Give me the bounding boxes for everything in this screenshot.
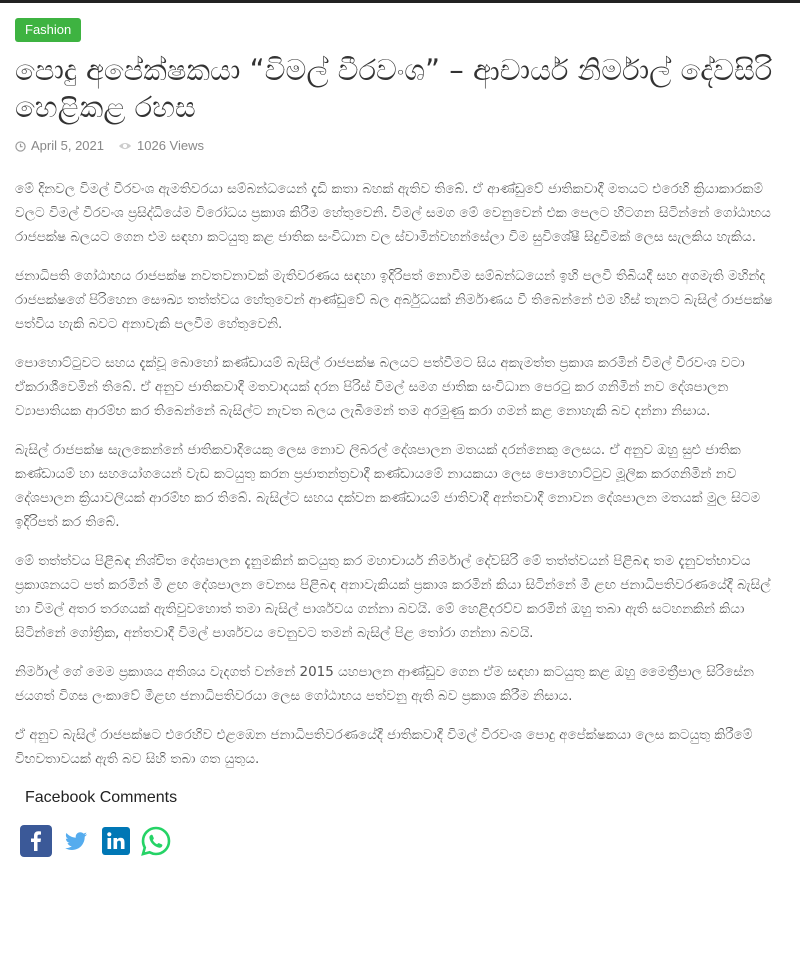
article-meta — [15, 137, 785, 155]
eye-icon — [118, 141, 132, 151]
paragraph: ජනාධිපති ගෝඨාභය රාජපක්ෂ නවතවනාවක් මැතිවරණය සඳහා ඉදිරිපත් නොවීම සම්බන්ධයෙන් ඉහි පලවී තිබියදී සහ අගමැති මහින්ද රාජපක්ෂගේ පිරිහෙන සෞඛ්‍ය තත්ත්වය හේතුවෙන් ආණ්ඩුවේ බල අර්බුධයක් නිර්මාණය වී තිබෙන්නේ එම හිස් තැනට බැසිල් රාජපක්ෂ පත්විය හැකි බවට අනාවැකි පලවීම හේතුවෙනි. — [15, 268, 773, 332]
paragraph: ඒ අනුව බැසිල් රාජපක්ෂට එරෙහිව එළඹෙන ජනාධිපතිවරණයේදී ජාතිකවාදී විමල් වීරවංශ පොදු අපේක්ෂකයා ලෙස කටයුතු කිරීමේ විභවතාවයක් ඇති බව සිහි තබා ගත යුතුය. — [15, 727, 753, 767]
whatsapp-share-button[interactable] — [140, 825, 172, 857]
paragraph: පොහොට්ටුවට සහය දැක්වූ බොහෝ කණ්ඩායම් බැසිල් රාජපක්ෂ බලයට පත්වීමට සිය අකැමත්ත ප්‍රකාශ කරමින් විමල් වීරවංශ වටා ඒකරාශීවෙමින් තිබේ. ඒ අනුව ජාතිකවාදී මතවාදයක් දරන පිරිස් විමල් සමග ජාතික සංවිධාන පෙරටු කර ගනිමින් නව දේශපාලන ව්‍යාපාතියක ආරම්භ කර තිබෙන්නේ බැසිල්ට නැවත බලය ලැබීමෙන් තම අරමුණු කරා ගමන් කළ නොහැකි බව දන්නා නිසාය. — [15, 355, 745, 419]
facebook-share-button[interactable] — [20, 825, 52, 857]
post-date[interactable] — [15, 137, 104, 155]
twitter-share-button[interactable] — [60, 825, 92, 857]
article-body — [15, 177, 785, 771]
paragraph: බැසිල් රාජපක්ෂ සැලකෙන්නේ ජාතිකවාදියෙකු ලෙස නොව ලිබරල් දේශපාලන මතයක් දරන්නෙකු ලෙසය. ඒ අනුව ඔහු සුළු ජාතික කණ්ඩායම් හා සහයෝගයෙන් වැඩ කටයුතු කරන ප්‍රජාතන්ත්‍රවාදී කණ්ඩායමේ නායකයා ලෙස පොහොට්ටුව මූලික කරගනිමින් නව දේශපාලන ක්‍රියාවලියක් ආරම්භ කර තිබේ. බැසිල්ට සහය දක්වන කණ්ඩායම් ජාතිවාදී අන්තවාදී නොවන දේශපාලන මතයක් මුල සිටම ඉදිරිපත් කර තිබේ. — [15, 442, 761, 530]
paragraph: මේ දිනවල විමල් වීරවංශ ඇමතිවරයා සම්බන්ධයෙන් දැඩි කතා බහක් ඇතිව තිබේ. ඒ ආණ්ඩුවේ ජාතිකවාදී මතයට එරෙහි ක්‍රියාකාරකම් වලට විමල් වීරවංශ ප්‍රසිද්ධියේම විරෝධය ප්‍රකාශ කිරීම හේතුවෙනි. විමල් සමග මේ වෙනුවෙන් එක පෙලට හිටගන සිටින්නේ ගෝඨාභය රාජපක්ෂ බලයට ගෙන එම සඳහා කටයුතු කළ ජාතික සංවිධාන වල ස්වාමින්වහන්සේලා විම සුවිශේෂී සිදුවීමක් ලෙස සැලකිය හැකිය. — [15, 181, 771, 245]
paragraph: මේ තත්ත්වය පිළිබඳ නිශ්චිත දේශපාලන දැනුමකින් කටයුතු කර මහාචාර්ය නිර්මාල් දේවසිරි මේ තත්ත්වයන් පිළිබඳ තම දැනුවත්භාවය ප්‍රකාශනයට පත් කරමින් මී ළඟ දේශපාලන වෙනස පිළිබඳ අනාවැකියක් ප්‍රකාශ කරමින් කියා සිටින්නේ මී ළඟ ජනාධිපතිවරණයේදී බැසිල් හා විමල් අතර තරගයක් ඇතිවුවහොත් තමා බැසිල් පාර්ශවය ගන්නා බවයි. මේ හෙළිදරව්ව කරමින් ඔහු තබා ඇති සටහනකින් කියා සිටින්නේ ගෝත්‍රික, අන්තවාදී විමල් පාර්ශවය වෙනුවට තමන් බැසිල් පිළ තෝරා ගන්නා බවයි. — [15, 553, 771, 641]
view-count-text: 1026 Views — [137, 138, 204, 153]
twitter-icon — [65, 832, 87, 850]
view-count — [118, 137, 204, 155]
category-badge[interactable]: Fashion — [15, 18, 81, 42]
linkedin-share-button[interactable] — [100, 825, 132, 857]
facebook-comments-heading: Facebook Comments — [25, 789, 178, 806]
article — [15, 18, 785, 857]
share-buttons — [20, 825, 785, 857]
paragraph: නිර්මාල් ගේ මෙම ප්‍රකාශය අතිශය වැදගත් වන්නේ 2015 යහපාලන ආණ්ඩුව ගෙන ඒම සඳහා කටයුතු කළ ඔහු මෛත්‍රීපාල සිරිසේන ජයගත් විගස ලංකාවේ මීළඟ ජනාධිපතිවරයා ලෙස ගෝඨාභය පත්වනු ඇති බව ප්‍රකාශ කිරීම නිසාය. — [15, 664, 754, 704]
article-title: පොදු අපේක්ෂකයා “විමල් වීරවංශ” – ආචාර්ය නිර්මාල් දේවසිරි හෙළිකළ රහස — [15, 53, 773, 124]
whatsapp-icon — [143, 828, 169, 854]
post-date-text: April 5, 2021 — [31, 138, 104, 153]
clock-icon — [15, 141, 26, 152]
top-bar — [0, 0, 800, 3]
